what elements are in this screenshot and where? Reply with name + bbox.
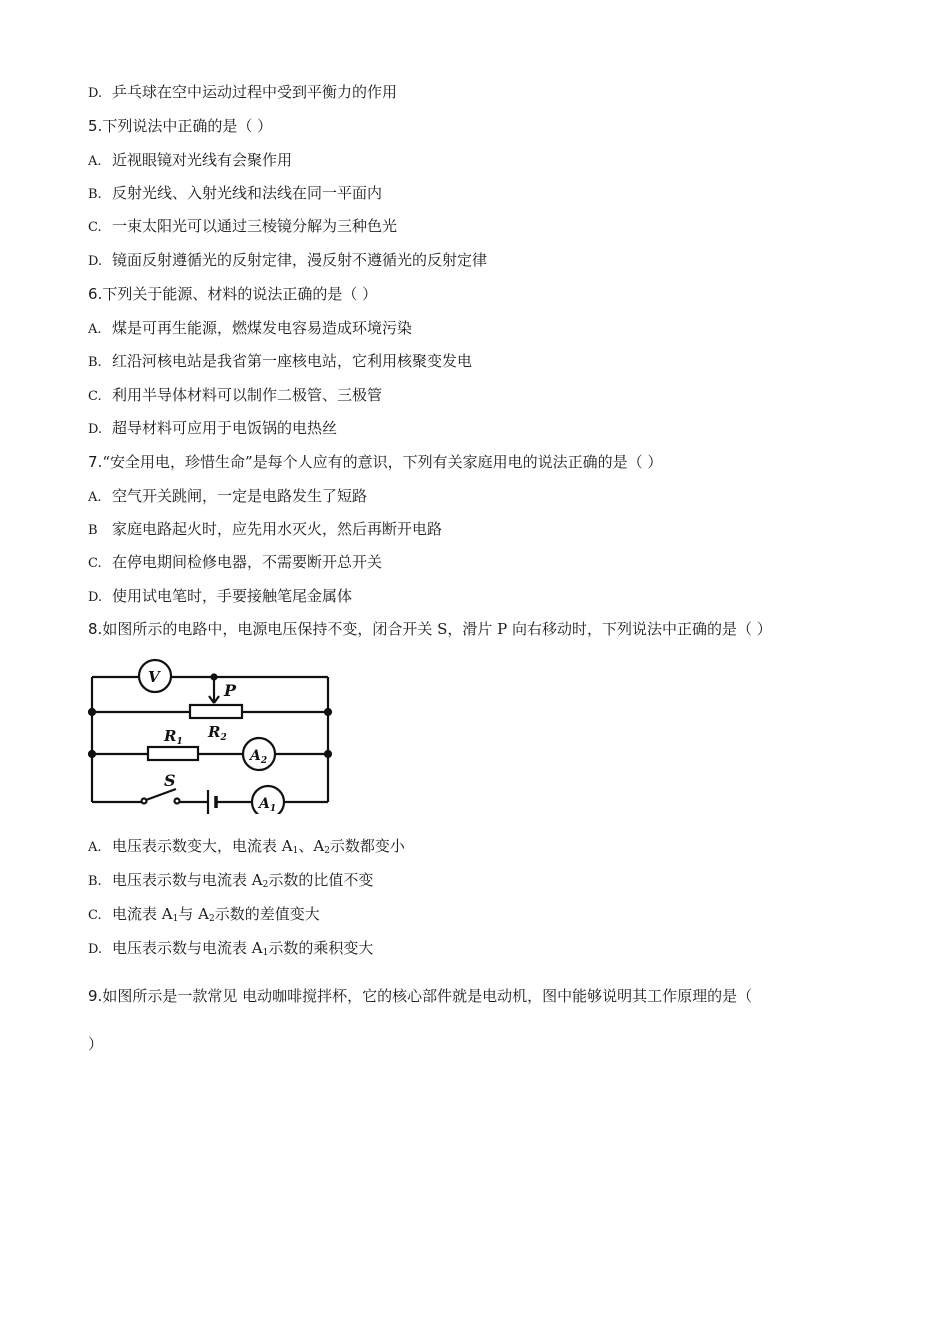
option-text: 乒乓球在空中运动过程中受到平衡力的作用 bbox=[112, 83, 398, 101]
switch-s-label: S bbox=[164, 771, 176, 790]
question-text: 如图所示的电路中，电源电压保持不变，闭合开关 S，滑片 P 向右移动时，下列说法中正确的是（ ） bbox=[102, 620, 772, 638]
r2-letter: R bbox=[208, 723, 221, 741]
resistor-r2-icon bbox=[190, 705, 242, 718]
question-9-stem-continued bbox=[88, 1033, 103, 1054]
q5-option-b[interactable] bbox=[88, 182, 382, 203]
slider-p-label: P bbox=[224, 681, 237, 700]
r1-letter: R bbox=[164, 727, 177, 745]
q7-option-b[interactable] bbox=[88, 518, 442, 539]
question-text: “安全用电，珍惜生命”是每个人应有的意识，下列有关家庭用电的说法正确的是（ ） bbox=[102, 453, 663, 471]
q8-option-b[interactable] bbox=[88, 869, 373, 890]
option-text: 电压表示数与电流表 A bbox=[112, 871, 263, 889]
option-letter: C. bbox=[88, 389, 102, 404]
junction-dot bbox=[89, 709, 95, 715]
q8-option-d[interactable] bbox=[88, 937, 373, 958]
question-number: 8. bbox=[88, 620, 103, 638]
option-letter: D. bbox=[88, 590, 103, 605]
subscript: 2 bbox=[324, 846, 330, 856]
option-letter: A. bbox=[88, 322, 102, 337]
r2-label bbox=[207, 723, 227, 743]
q6-option-c[interactable] bbox=[88, 384, 382, 405]
option-text: 示数的比值不变 bbox=[268, 871, 374, 889]
r1-subscript: 1 bbox=[176, 737, 183, 747]
voltmeter-label: V bbox=[148, 668, 160, 686]
a1-subscript: 1 bbox=[269, 804, 277, 814]
option-letter: D. bbox=[88, 86, 103, 101]
option-text: 使用试电笔时，手要接触笔尾金属体 bbox=[112, 587, 353, 605]
option-letter: D. bbox=[88, 254, 103, 269]
option-letter: A. bbox=[88, 154, 102, 169]
a1-label bbox=[257, 796, 276, 814]
option-text: 与 A bbox=[178, 905, 209, 923]
option-text: 示数都变小 bbox=[329, 837, 405, 855]
r2-subscript: 2 bbox=[220, 733, 227, 743]
question-text: ） bbox=[88, 1035, 104, 1053]
option-letter: B. bbox=[88, 187, 102, 202]
option-letter: D. bbox=[88, 942, 103, 957]
subscript: 2 bbox=[262, 880, 269, 890]
q8-option-a[interactable] bbox=[88, 835, 405, 856]
junction-dot bbox=[212, 675, 217, 680]
question-6-stem bbox=[88, 283, 377, 304]
option-text: 煤是可再生能源，燃煤发电容易造成环境污染 bbox=[112, 319, 413, 337]
option-letter: C. bbox=[88, 220, 102, 235]
q4-option-d[interactable] bbox=[88, 81, 397, 102]
option-text: 家庭电路起火时，应先用水灭火，然后再断开电路 bbox=[112, 520, 443, 538]
question-number: 9. bbox=[88, 987, 103, 1005]
a2-letter: A bbox=[250, 748, 261, 764]
q6-option-a[interactable] bbox=[88, 317, 412, 338]
option-letter: A. bbox=[88, 490, 102, 505]
option-text: 示数的乘积变大 bbox=[268, 939, 374, 957]
q7-option-c[interactable] bbox=[88, 551, 382, 572]
switch-contact bbox=[175, 799, 180, 804]
switch-lever-icon bbox=[146, 789, 176, 800]
option-text: 红沿河核电站是我省第一座核电站，它利用核聚变发电 bbox=[112, 352, 473, 370]
q6-option-d[interactable] bbox=[88, 417, 337, 438]
option-text: 镜面反射遵循光的反射定律，漫反射不遵循光的反射定律 bbox=[112, 251, 488, 269]
question-5-stem bbox=[88, 115, 272, 136]
option-letter: B bbox=[88, 523, 98, 538]
option-text: 电压表示数变大，电流表 A bbox=[112, 837, 293, 855]
junction-dot bbox=[325, 751, 331, 757]
option-text: 在停电期间检修电器，不需要断开总开关 bbox=[112, 553, 383, 571]
question-text: 下列关于能源、材料的说法正确的是（ ） bbox=[102, 285, 378, 303]
question-text: 下列说法中正确的是（ ） bbox=[102, 117, 273, 135]
r1-label bbox=[163, 727, 183, 747]
option-text: 空气开关跳闸，一定是电路发生了短路 bbox=[112, 487, 368, 505]
option-letter: B. bbox=[88, 355, 102, 370]
option-letter: C. bbox=[88, 556, 102, 571]
q5-option-c[interactable] bbox=[88, 215, 397, 236]
subscript: 1 bbox=[262, 948, 269, 958]
question-number: 7. bbox=[88, 453, 103, 471]
question-9-stem bbox=[88, 985, 752, 1006]
option-text: 反射光线、入射光线和法线在同一平面内 bbox=[112, 184, 383, 202]
a1-letter: A bbox=[259, 796, 270, 812]
option-letter: A. bbox=[88, 840, 102, 855]
subscript: 1 bbox=[172, 914, 179, 924]
question-text: 如图所示是一款常见 电动咖啡搅拌杯，它的核心部件就是电动机，图中能够说明其工作原理的是（ bbox=[102, 987, 753, 1005]
question-number: 5. bbox=[88, 117, 103, 135]
subscript: 1 bbox=[292, 846, 299, 856]
option-letter: C. bbox=[88, 908, 102, 923]
option-text: 超导材料可应用于电饭锅的电热丝 bbox=[112, 419, 338, 437]
subscript: 2 bbox=[208, 914, 215, 924]
q7-option-d[interactable] bbox=[88, 585, 352, 606]
a2-subscript: 2 bbox=[260, 756, 268, 766]
option-text: 、A bbox=[298, 837, 325, 855]
q8-option-c[interactable] bbox=[88, 903, 320, 924]
option-text: 电压表示数与电流表 A bbox=[112, 939, 263, 957]
junction-dot bbox=[325, 709, 331, 715]
option-text: 利用半导体材料可以制作二极管、三极管 bbox=[112, 386, 383, 404]
option-text: 一束太阳光可以通过三棱镜分解为三种色光 bbox=[112, 217, 398, 235]
option-letter: B. bbox=[88, 874, 102, 889]
option-text: 示数的差值变大 bbox=[214, 905, 320, 923]
junction-dot bbox=[89, 751, 95, 757]
option-letter: D. bbox=[88, 422, 103, 437]
q7-option-a[interactable] bbox=[88, 485, 367, 506]
q5-option-a[interactable] bbox=[88, 149, 292, 170]
question-number: 6. bbox=[88, 285, 103, 303]
a2-label bbox=[248, 748, 267, 766]
resistor-r1-icon bbox=[148, 747, 198, 760]
question-8-stem bbox=[88, 618, 772, 639]
question-7-stem bbox=[88, 451, 662, 472]
q6-option-b[interactable] bbox=[88, 350, 472, 371]
q5-option-d[interactable] bbox=[88, 249, 487, 270]
circuit-diagram bbox=[86, 652, 342, 814]
option-text: 近视眼镜对光线有会聚作用 bbox=[112, 151, 293, 169]
option-text: 电流表 A bbox=[112, 905, 173, 923]
